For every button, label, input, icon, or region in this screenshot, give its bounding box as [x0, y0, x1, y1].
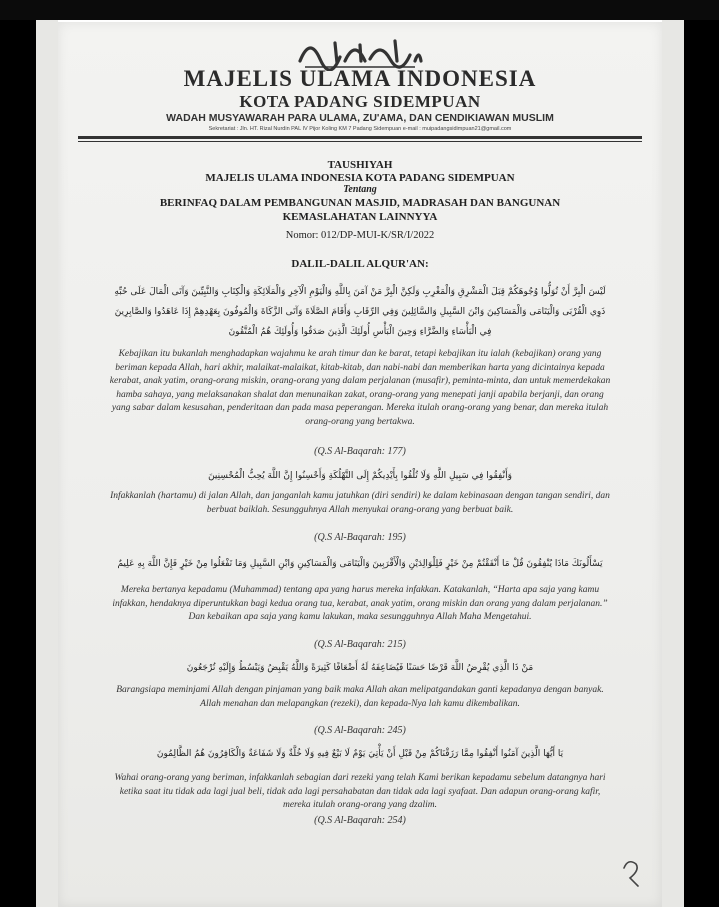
org-name: MAJELIS ULAMA INDONESIA — [183, 66, 537, 91]
document-issuer: MAJELIS ULAMA INDONESIA KOTA PADANG SIDEMPUAN — [205, 172, 515, 184]
verse-arabic: مَنْ ذَا الَّذِي يُقْرِضُ اللَّهَ قَرْضًا حَسَنًا فَيُضَاعِفَهُ لَهُ أَضْعَافًا كَثِيرَةً وَاللَّهُ يَقْبِضُ وَيَبْسُطُ وَإِلَيْهِ تُرْجَعُونَ — [186, 663, 534, 673]
verse-reference: (Q.S Al-Baqarah: 195) — [314, 532, 406, 543]
verse-arabic: يَسْأَلُونَكَ مَاذَا يُنْفِقُونَ قُلْ مَا أَنْفَقْتُمْ مِنْ خَيْرٍ فَلِلْوَالِدَيْنِ وَالْأَقْرَبِينَ وَالْيَتَامَى وَالْمَسَاكِينِ وَابْنِ السَّبِيلِ وَمَا تَفْعَلُوا مِنْ خَيْرٍ فَإِنَّ اللَّهَ بِهِ عَلِيمٌ — [117, 559, 603, 569]
header-rule-thick — [78, 136, 642, 139]
document-number: Nomor: 012/DP-MUI-K/SR/I/2022 — [285, 230, 435, 241]
header-rule-thin — [78, 141, 642, 142]
verse-arabic: وَأَنْفِقُوا فِي سَبِيلِ اللَّهِ وَلَا تُلْقُوا بِأَيْدِيكُمْ إِلَى التَّهْلُكَةِ وَأَحْسِنُوا إِنَّ اللَّهَ يُحِبُّ الْمُحْسِنِينَ — [208, 471, 512, 481]
page-edge-left — [36, 20, 58, 907]
verse-reference: (Q.S Al-Baqarah: 254) — [314, 815, 406, 826]
verse-reference: (Q.S Al-Baqarah: 215) — [314, 639, 406, 650]
top-bar — [0, 0, 719, 20]
page-edge-right — [662, 20, 684, 907]
verse-arabic: لَيْسَ الْبِرَّ أَنْ تُوَلُّوا وُجُوهَكُمْ قِبَلَ الْمَشْرِقِ وَالْمَغْرِبِ وَلَكِنَّ الْبِرَّ مَنْ آمَنَ بِاللَّهِ وَالْيَوْمِ الْآخِرِ وَالْمَلَائِكَةِ وَالْكِتَابِ وَالنَّبِيِّينَ وَآتَى الْمَالَ عَلَى حُبِّهِ ذَوِي الْقُرْبَى وَالْيَتَامَى وَالْمَسَاكِينَ وَابْنَ السَّبِيلِ وَالسَّائِلِينَ وَفِي الرِّقَابِ وَأَقَامَ الصَّلَاةَ وَآتَى الزَّكَاةَ وَالْمُوفُونَ بِعَهْدِهِمْ إِذَا عَاهَدُوا وَالصَّابِرِينَ فِي الْبَأْسَاءِ وَالضَّرَّاءِ وَحِينَ الْبَأْسِ أُولَئِكَ الَّذِينَ صَدَقُوا وَأُولَئِكَ هُمُ الْمُتَّقُونَ — [114, 287, 606, 337]
org-tagline: WADAH MUSYAWARAH PARA ULAMA, ZU'AMA, DAN CENDIKIAWAN MUSLIM — [166, 112, 554, 124]
verse-translation: Infakkanlah (hartamu) di jalan Allah, dan janganlah kamu jatuhkan (diri sendiri) ke dalam kebinasaan dengan tangan sendiri, dan berbuat baiklah. Sesungguhnya Allah menyukai orang-orang yang berbuat baik. — [110, 491, 610, 515]
page-mark-icon — [618, 858, 644, 888]
document-type: TAUSHIYAH — [327, 159, 393, 171]
calligraphy-logo-icon — [295, 31, 425, 71]
verse-translation: Wahai orang-orang yang beriman, infakkanlah sebagian dari rezeki yang telah Kami berikan kepadamu sebelum datangnya hari ketika saat itu tidak ada lagi jual beli, tidak ada lagi persahabatan dan tidak ada lagi syafaat. Dan adapun orang-orang kafir, mereka itulah orang-orang yang dzalim. — [114, 773, 606, 810]
verse-translation: Kebajikan itu bukanlah menghadapkan wajahmu ke arah timur dan ke barat, tetapi kebajikan itu ialah (kebajikan) orang yang beriman kepada Allah, hari akhir, malaikat-malaikat, kitab-kitab, dan nabi-nabi dan memberikan harta yang dicintainya kepada kerabat, anak yatim, orang-orang miskin, orang-orang yang dalam perjalanan (musafir), peminta-minta, dan untuk memerdekakan hamba sahaya, yang melaksanakan shalat dan menunaikan zakat, orang-orang yang menepati janji apabila berjanji, dan orang yang sabar dalam kesusahan, penderitaan dan pada masa peperangan. Mereka itulah orang-orang yang benar, dan mereka itulah orang-orang yang bertakwa. — [109, 349, 611, 427]
verse-arabic: يَا أَيُّهَا الَّذِينَ آمَنُوا أَنْفِقُوا مِمَّا رَزَقْنَاكُمْ مِنْ قَبْلِ أَنْ يَأْتِيَ يَوْمٌ لَا بَيْعٌ فِيهِ وَلَا خُلَّةٌ وَلَا شَفَاعَةٌ وَالْكَافِرُونَ هُمُ الظَّالِمُونَ — [156, 749, 564, 759]
verse-translation: Barangsiapa meminjami Allah dengan pinjaman yang baik maka Allah akan melipatgandakan ganti kepadanya dengan banyak. Allah menahan dan melapangkan (rezeki), dan kepada-Nya lah kamu dikembalikan. — [116, 685, 604, 709]
document-subject-line1: BERINFAQ DALAM PEMBANGUNAN MASJID, MADRASAH DAN BANGUNAN — [159, 197, 561, 209]
org-city: KOTA PADANG SIDEMPUAN — [239, 92, 481, 111]
verse-translation: Mereka bertanya kepadamu (Muhammad) tentang apa yang harus mereka infakkan. Katakanlah, “Harta apa saja yang kamu infakkan, hendaknya diperuntukkan bagi kedua orang tua, kerabat, anak yatim, orang miskin dan orang yang dalam perjalanan.” Dan kebaikan apa saja yang kamu lakukan, maka sesungguhnya Allah Maha Mengetahui. — [112, 585, 608, 622]
document-page — [58, 22, 662, 907]
org-address: Sekretariat : Jln. HT. Rizal Nurdin PAL IV Pijor Koling KM 7 Padang Sidempuan e-mail : muipadangsidimpuan21@gmail.com — [208, 126, 512, 132]
section-title: DALIL-DALIL ALQUR'AN: — [291, 258, 429, 270]
verse-reference: (Q.S Al-Baqarah: 177) — [314, 446, 406, 457]
verse-reference: (Q.S Al-Baqarah: 245) — [314, 725, 406, 736]
document-subject-line2: KEMASLAHATAN LAINNYYA — [282, 211, 438, 223]
document-about: Tentang — [343, 184, 377, 195]
